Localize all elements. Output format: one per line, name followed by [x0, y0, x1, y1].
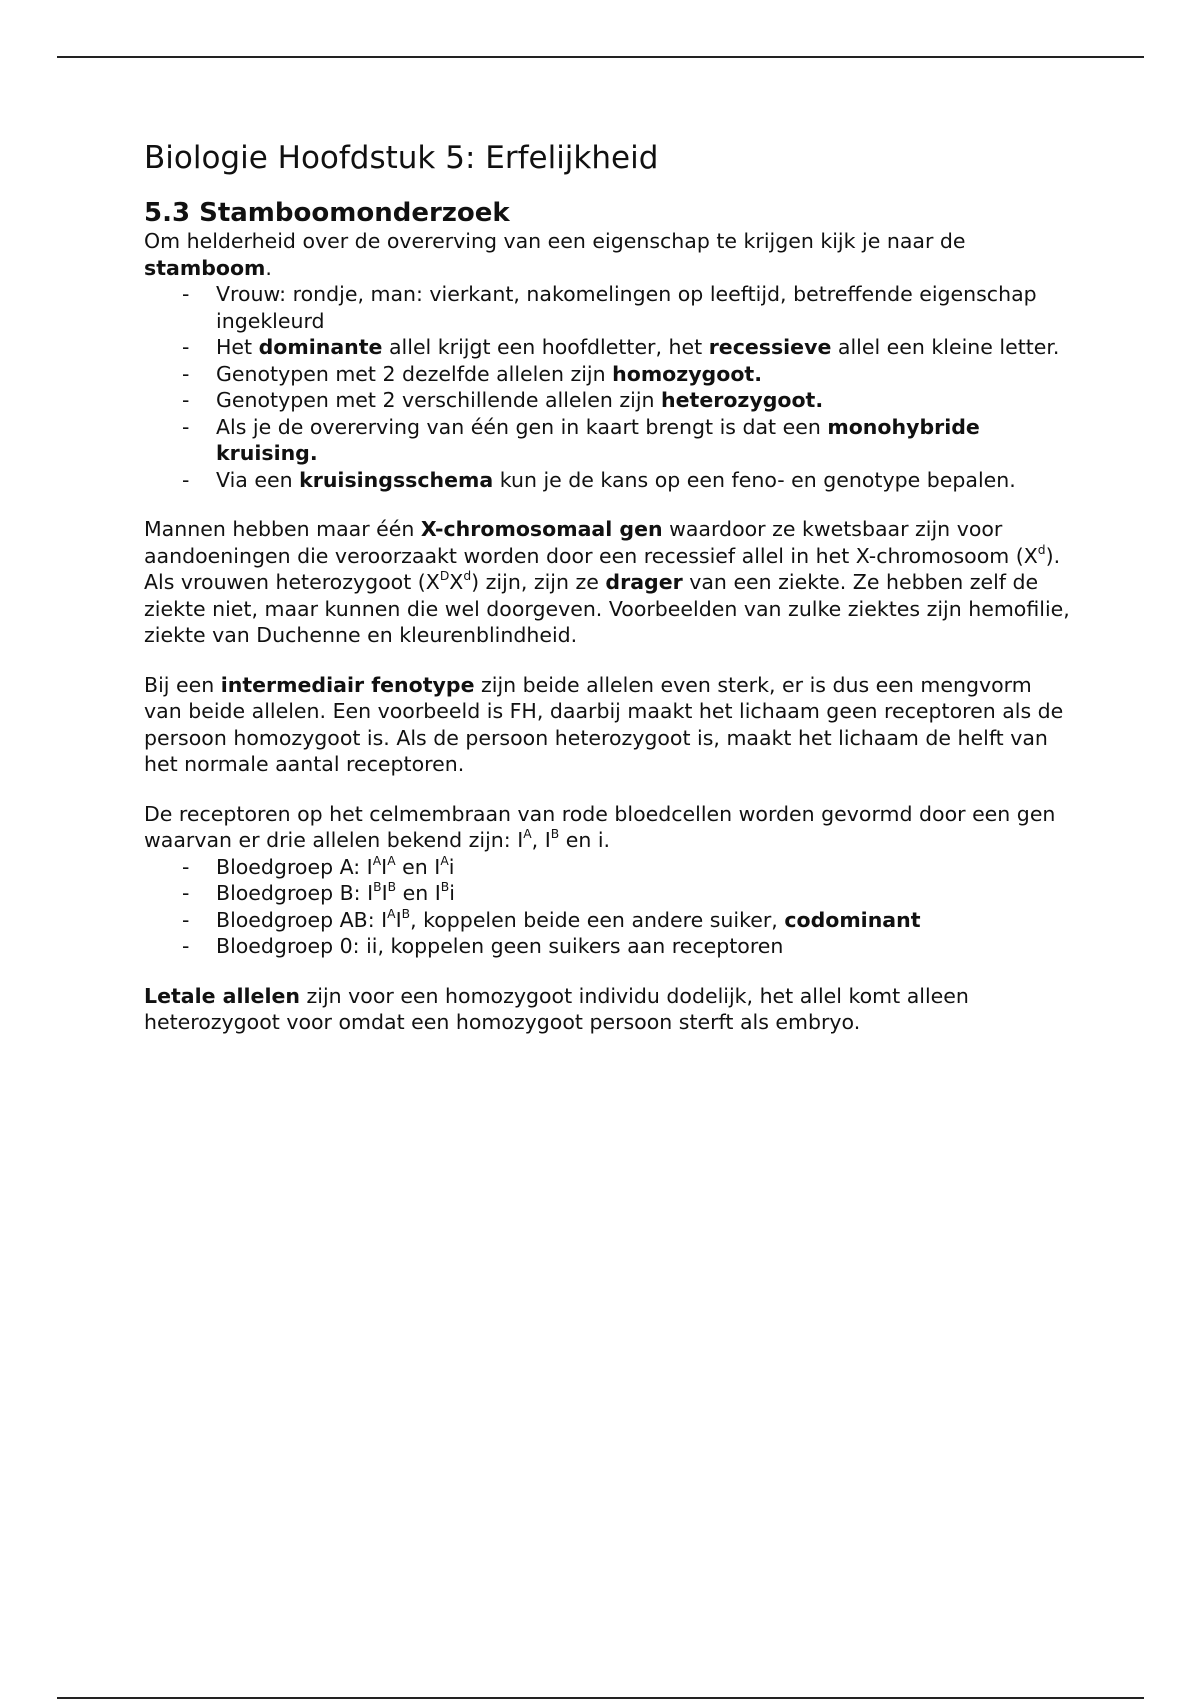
- document-title: Biologie Hoofdstuk 5: Erfelijkheid: [144, 140, 659, 176]
- list-item: - Bloedgroep B: $I^BI^B$ en $I^Bi$: [144, 880, 1074, 907]
- bottom-rule: [57, 1697, 1144, 1699]
- x-linked-paragraph: Mannen hebben maar één X-chromosomaal gen waardoor ze kwetsbaar zijn voor aandoeningen die veroorzaakt worden door een recessief allel in het X-chromosoom $(X^d)$. Als vrouwen heterozygoot $(X^DX^d)$ zijn, zijn ze drager van een ziekte. Ze hebben zelf de ziekte niet, maar kunnen die wel doorgeven. Voorbeelden van zulke ziektes zijn hemofilie, ziekte van Duchenne en kleurenblindheid.: [144, 517, 1070, 647]
- intermediate-phenotype-paragraph: Bij een intermediair fenotype zijn beide allelen even sterk, er is dus een mengvorm van beide allelen. Een voorbeeld is FH, daarbij maakt het lichaam geen receptoren als de persoon homozygoot is. Als de persoon heterozygoot is, maakt het lichaam de helft van het normale aantal receptoren.: [144, 672, 1064, 776]
- list-item: - Als je de overerving van één gen in kaart brengt is dat een monohybride kruising.: [144, 414, 1074, 467]
- list-item: - Bloedgroep AB: $I^AI^B$, koppelen beide een andere suiker, codominant: [144, 907, 1074, 934]
- intro-paragraph: Om helderheid over de overerving van een eigenschap te krijgen kijk je naar de stamboom.: [144, 229, 966, 280]
- blood-group-list: [144, 854, 1074, 960]
- list-item: - Vrouw: rondje, man: vierkant, nakomelingen op leeftijd, betreffende eigenschap ingekleurd: [144, 281, 1074, 334]
- list-item: - Bloedgroep A: $I^AI^A$ en $I^Ai$: [144, 854, 1074, 881]
- blood-group-paragraph: De receptoren op het celmembraan van rode bloedcellen worden gevormd door een gen waarvan er drie allelen bekend zijn: $I^A$, $I^B$ en i.: [144, 801, 1056, 852]
- section-heading: 5.3 Stamboomonderzoek: [144, 198, 510, 228]
- list-item: - Via een kruisingsschema kun je de kans op een feno- en genotype bepalen.: [144, 467, 1074, 494]
- pedigree-bullet-list: [144, 281, 1074, 493]
- list-item: - Het dominante allel krijgt een hoofdletter, het recessieve allel een kleine letter.: [144, 334, 1074, 361]
- list-item: - Bloedgroep 0: ii, koppelen geen suikers aan receptoren: [144, 933, 1074, 960]
- lethal-alleles-paragraph: Letale allelen zijn voor een homozygoot individu dodelijk, het allel komt alleen heterozygoot voor omdat een homozygoot persoon sterft als embryo.: [144, 983, 969, 1034]
- document-body: [144, 138, 1074, 1036]
- list-item: - Genotypen met 2 dezelfde allelen zijn homozygoot.: [144, 361, 1074, 388]
- list-item: - Genotypen met 2 verschillende allelen zijn heterozygoot.: [144, 387, 1074, 414]
- top-rule: [57, 56, 1144, 58]
